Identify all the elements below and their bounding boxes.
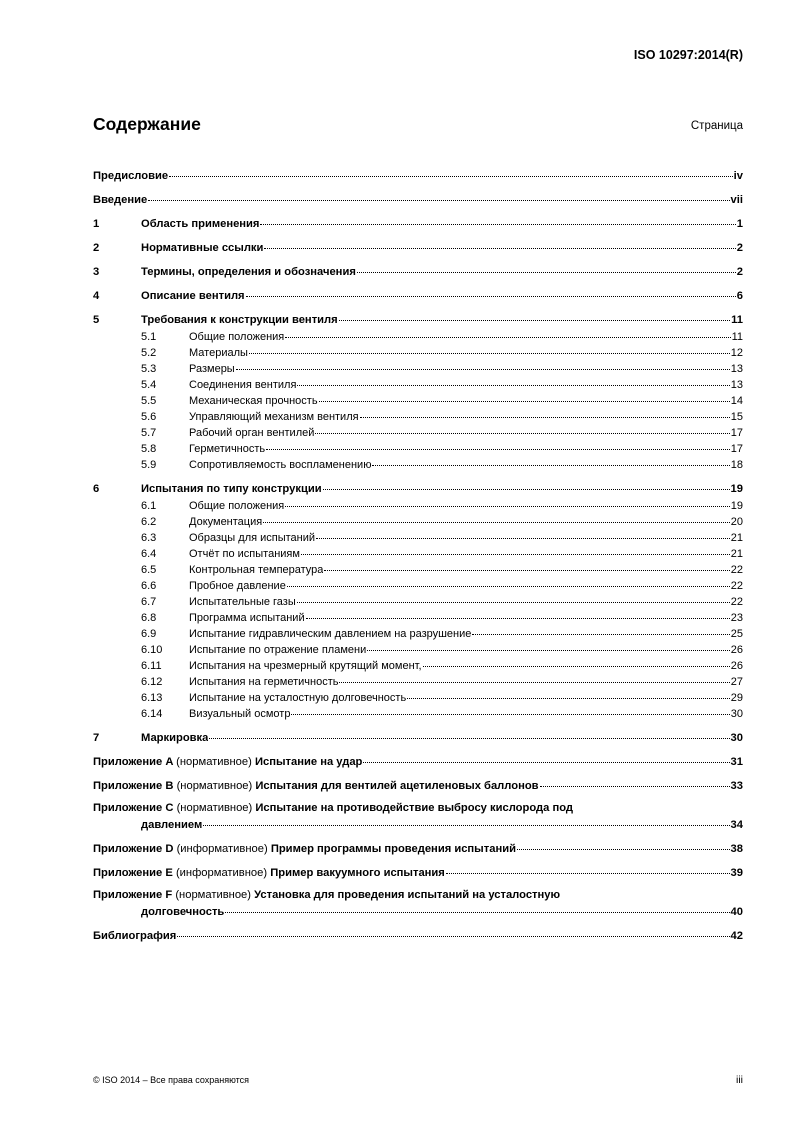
dot-leader <box>246 285 736 297</box>
standard-code: ISO 10297:2014(R) <box>633 48 743 62</box>
toc-entry-page: 12 <box>730 347 743 359</box>
dot-leader <box>423 655 730 667</box>
toc-entry-page: 15 <box>730 411 743 423</box>
dot-leader <box>306 607 730 619</box>
annex-title: Пример вакуумного испытания <box>270 867 445 879</box>
toc-entry-number: 2 <box>93 242 100 254</box>
toc-entry-number: 6.11 <box>141 660 162 672</box>
toc-entry-number: 5 <box>93 314 100 326</box>
toc-entry-number: 5.9 <box>141 459 157 471</box>
annex-title: Испытание на противодействие выбросу кислорода под <box>255 802 573 814</box>
toc-entry-number: 6.14 <box>141 708 163 720</box>
dot-leader <box>357 261 736 273</box>
dot-leader <box>236 358 730 370</box>
dot-leader <box>148 189 729 201</box>
toc-entry-title: Рабочий орган вентилей <box>189 427 315 439</box>
toc-entry-page: 22 <box>730 596 743 608</box>
toc-entry-section[interactable] <box>93 215 743 232</box>
annex-title: Испытание на удар <box>254 756 363 768</box>
annex-label: Приложение C <box>93 802 174 814</box>
toc-entry-number: 6.1 <box>141 500 157 512</box>
annex-label: Приложение B <box>93 780 174 792</box>
dot-leader <box>301 543 730 555</box>
dot-leader <box>339 309 730 321</box>
toc-entry-title <box>93 755 362 770</box>
toc-entry-page: 25 <box>730 628 743 640</box>
toc-entry-page: 22 <box>730 564 743 576</box>
toc-entry-number: 5.5 <box>141 395 157 407</box>
toc-entry-number: 3 <box>93 266 100 278</box>
toc-entry-title: Визуальный осмотр <box>189 708 291 720</box>
toc-entry-number: 5.8 <box>141 443 157 455</box>
toc-entry-title: Отчёт по испытаниям <box>189 548 300 560</box>
toc-entry-number: 6.2 <box>141 516 157 528</box>
dot-leader <box>225 901 729 913</box>
toc-entry-annex[interactable] <box>93 864 743 881</box>
toc-entry-number: 6.3 <box>141 532 157 544</box>
toc-entry-number: 6.5 <box>141 564 157 576</box>
toc-entry-section[interactable] <box>93 287 743 304</box>
annex-kind: (информативное) <box>176 843 268 855</box>
dot-leader <box>209 727 729 739</box>
toc-entry-page: 20 <box>730 516 743 528</box>
dot-leader <box>360 406 730 418</box>
toc-entry-title: Общие положения <box>189 500 285 512</box>
toc-entry-title: Механическая прочность <box>189 395 318 407</box>
toc-entry-page: 19 <box>730 500 743 512</box>
annex-kind: (нормативное) <box>176 802 253 814</box>
toc-entry-number: 1 <box>93 218 100 230</box>
toc-entry-title: Нормативные ссылки <box>141 242 264 254</box>
dot-leader <box>319 390 730 402</box>
dot-leader <box>323 478 730 490</box>
toc-entry-page: 13 <box>730 379 743 391</box>
toc-entry-number: 5.4 <box>141 379 157 391</box>
dot-leader <box>264 237 735 249</box>
annex-kind: (нормативное) <box>176 756 252 768</box>
toc-entry-title: Испытание на усталостную долговечность <box>189 692 407 704</box>
toc-entry-page: 34 <box>730 819 743 831</box>
dot-leader <box>287 575 730 587</box>
dot-leader <box>517 838 730 850</box>
toc-entry-title: Сопротивляемость воспламенению <box>189 459 372 471</box>
toc-entry-page: 30 <box>730 732 743 744</box>
dot-leader <box>297 591 730 603</box>
toc-entry-number: 6.8 <box>141 612 157 624</box>
toc-entry-title: Общие положения <box>189 331 285 343</box>
toc-entry-page: 13 <box>730 363 743 375</box>
toc-entry-page: 11 <box>731 331 743 343</box>
table-of-contents <box>93 167 743 944</box>
dot-leader <box>446 862 730 874</box>
toc-entry-number: 5.2 <box>141 347 157 359</box>
toc-entry-title: Испытания на чрезмерный крутящий момент, <box>189 660 422 672</box>
toc-entry-title: Испытание гидравлическим давлением на разрушение <box>189 628 472 640</box>
dot-leader <box>203 814 729 826</box>
dot-leader <box>339 671 729 683</box>
toc-entry-page: 22 <box>730 580 743 592</box>
toc-entry-title: Испытательные газы <box>189 596 296 608</box>
toc-entry-page: 26 <box>730 644 743 656</box>
toc-entry-title: Образцы для испытаний <box>189 532 316 544</box>
toc-entry-page: 38 <box>730 843 743 855</box>
toc-entry-section[interactable] <box>93 729 743 746</box>
annex-kind: (информативное) <box>175 867 268 879</box>
dot-leader <box>363 751 729 763</box>
toc-entry-page: 6 <box>736 290 743 302</box>
toc-entry-page: 1 <box>736 218 743 230</box>
dot-leader <box>367 639 730 651</box>
annex-title: Пример программы проведения испытаний <box>270 843 516 855</box>
toc-entry-annex[interactable] <box>93 777 743 794</box>
annex-label: Приложение D <box>93 843 174 855</box>
dot-leader <box>540 775 730 787</box>
toc-entry-page: 23 <box>730 612 743 624</box>
toc-entry-title: Документация <box>189 516 263 528</box>
toc-entry-title: Управляющий механизм вентиля <box>189 411 359 423</box>
dot-leader <box>263 511 730 523</box>
annex-label: Приложение E <box>93 867 173 879</box>
toc-entry-number: 6.9 <box>141 628 157 640</box>
toc-entry-number: 5.3 <box>141 363 157 375</box>
dot-leader <box>266 438 730 450</box>
dot-leader <box>324 559 729 571</box>
toc-entry-number: 5.7 <box>141 427 157 439</box>
toc-entry-number: 6.10 <box>141 644 163 656</box>
toc-entry-title: Библиография <box>93 930 177 942</box>
dot-leader <box>297 374 729 386</box>
toc-entry-title <box>93 842 516 857</box>
annex-title-continuation: долговечность <box>141 906 225 918</box>
toc-entry-page: 21 <box>730 532 743 544</box>
dot-leader <box>372 454 729 466</box>
toc-entry-title: Испытания на герметичность <box>189 676 339 688</box>
toc-entry-number: 6.4 <box>141 548 157 560</box>
dot-leader <box>285 495 730 507</box>
toc-entry-title: Предисловие <box>93 170 169 182</box>
annex-kind: (нормативное) <box>175 889 251 901</box>
annex-kind: (нормативное) <box>176 780 253 792</box>
toc-entry-title: Термины, определения и обозначения <box>141 266 356 278</box>
toc-entry-page: 30 <box>730 708 743 720</box>
toc-entry-title: Соединения вентиля <box>189 379 297 391</box>
dot-leader <box>472 623 729 635</box>
toc-entry-number: 5.1 <box>141 331 157 343</box>
toc-heading: Содержание <box>93 114 201 134</box>
dot-leader <box>407 687 730 699</box>
toc-subentry[interactable] <box>93 705 743 721</box>
toc-entry-annex[interactable] <box>93 888 743 920</box>
toc-entry-annex[interactable] <box>93 840 743 857</box>
toc-entry-title: Пробное давление <box>189 580 286 592</box>
toc-entry-title: Программа испытаний <box>189 612 305 624</box>
toc-entry-bibliography[interactable] <box>93 927 743 944</box>
toc-entry-number: 6 <box>93 483 100 495</box>
toc-entry-page: 18 <box>730 459 743 471</box>
toc-entry-number: 6.13 <box>141 692 163 704</box>
toc-entry-annex[interactable] <box>93 753 743 770</box>
toc-entry-page: 39 <box>730 867 743 879</box>
toc-entry-title: Контрольная температура <box>189 564 324 576</box>
toc-entry-page: 27 <box>730 676 743 688</box>
toc-entry-title: Требования к конструкции вентиля <box>141 314 338 326</box>
toc-entry-foreword[interactable] <box>93 167 743 184</box>
toc-entry-page: 19 <box>730 483 743 495</box>
toc-entry-page: iv <box>733 170 743 182</box>
toc-entry-title: Маркировка <box>141 732 209 744</box>
annex-label: Приложение A <box>93 756 174 768</box>
toc-entry-title: Область применения <box>141 218 260 230</box>
toc-entry-title: Герметичность <box>189 443 266 455</box>
toc-entry-page: 2 <box>736 266 743 278</box>
toc-entry-annex[interactable] <box>93 801 743 833</box>
toc-entry-title: Испытания по типу конструкции <box>141 483 322 495</box>
toc-subentry[interactable] <box>93 456 743 472</box>
dot-leader <box>169 165 733 177</box>
toc-entry-title: Введение <box>93 194 148 206</box>
toc-entry-number: 7 <box>93 732 100 744</box>
toc-entry-title: Описание вентиля <box>141 290 245 302</box>
annex-title: Испытания для вентилей ацетиленовых баллонов <box>255 780 539 792</box>
dot-leader <box>260 213 735 225</box>
toc-entry-number: 4 <box>93 290 100 302</box>
toc-entry-title <box>93 779 539 794</box>
copyright-notice: © ISO 2014 – Все права сохраняются <box>93 1075 250 1085</box>
toc-entry-number: 6.6 <box>141 580 157 592</box>
toc-entry-number: 6.12 <box>141 676 163 688</box>
toc-entry-page: 17 <box>730 443 743 455</box>
dot-leader <box>177 925 729 937</box>
toc-entry-page: 33 <box>730 780 743 792</box>
annex-title: Установка для проведения испытаний на усталостную <box>254 889 561 901</box>
dot-leader <box>315 422 729 434</box>
toc-entry-page: 14 <box>730 395 743 407</box>
toc-entry-page: 40 <box>730 906 743 918</box>
annex-label: Приложение F <box>93 889 173 901</box>
toc-entry-number: 5.6 <box>141 411 157 423</box>
toc-entry-page: 26 <box>730 660 743 672</box>
dot-leader <box>285 326 730 338</box>
toc-entry-page: 29 <box>730 692 743 704</box>
toc-entry-page: 11 <box>731 314 743 326</box>
toc-entry-section[interactable] <box>93 263 743 280</box>
toc-entry-title <box>93 866 445 881</box>
toc-entry-number: 6.7 <box>141 596 157 608</box>
dot-leader <box>249 342 730 354</box>
toc-entry-title: Материалы <box>189 347 248 359</box>
toc-entry-page: 31 <box>730 756 743 768</box>
page-number: iii <box>736 1074 743 1086</box>
toc-entry-page: 42 <box>730 930 743 942</box>
toc-entry-section[interactable] <box>93 239 743 256</box>
toc-entry-title: Размеры <box>189 363 235 375</box>
toc-entry-page: vii <box>730 194 743 206</box>
toc-entry-title: Испытание по отражение пламени <box>189 644 367 656</box>
toc-entry-page: 17 <box>730 427 743 439</box>
annex-title-continuation: давлением <box>141 819 203 831</box>
dot-leader <box>316 527 730 539</box>
toc-entry-page: 2 <box>736 242 743 254</box>
page-column-label: Страница <box>690 120 743 132</box>
toc-entry-introduction[interactable] <box>93 191 743 208</box>
toc-entry-page: 21 <box>730 548 743 560</box>
dot-leader <box>291 703 729 715</box>
